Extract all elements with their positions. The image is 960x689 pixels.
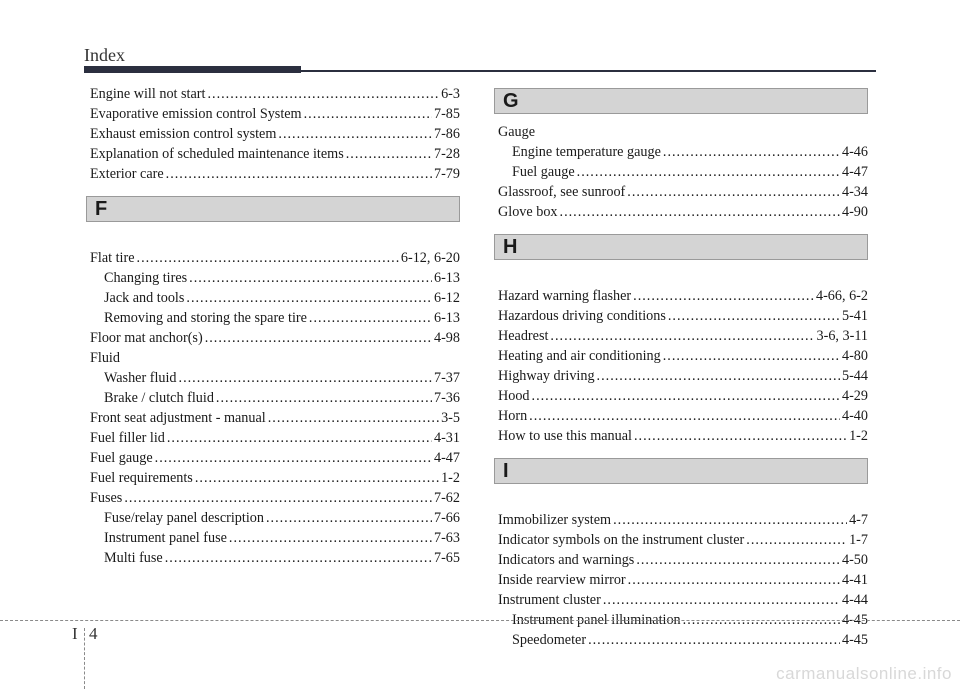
entry-label: Changing tires xyxy=(104,270,188,286)
section-header-i xyxy=(494,458,868,484)
index-entry xyxy=(498,202,868,222)
dot-leader xyxy=(229,528,432,548)
entry-page-ref: 7-86 xyxy=(433,126,460,142)
header-bar-thick xyxy=(84,66,301,73)
dot-leader xyxy=(309,308,432,328)
entry-label: Hood xyxy=(498,388,530,404)
entry-page-ref: 7-63 xyxy=(433,530,460,546)
dot-leader xyxy=(167,428,432,448)
index-entry xyxy=(498,510,868,530)
entry-label: Flat tire xyxy=(90,250,135,266)
entry-label: Exterior care xyxy=(90,166,164,182)
index-entry xyxy=(90,348,460,368)
dot-leader xyxy=(636,550,840,570)
entry-page-ref: 7-65 xyxy=(433,550,460,566)
entry-label: Fuses xyxy=(90,490,123,506)
dot-leader xyxy=(627,182,840,202)
index-entry xyxy=(90,488,460,508)
index-entry xyxy=(498,286,868,306)
dot-leader xyxy=(278,124,432,144)
dot-leader xyxy=(588,630,840,650)
entry-page-ref: 1-7 xyxy=(849,532,868,548)
entry-page-ref: 4-45 xyxy=(841,632,868,648)
entry-label: Exhaust emission control system xyxy=(90,126,277,142)
index-entry xyxy=(498,386,868,406)
dot-leader xyxy=(668,306,840,326)
entry-page-ref: 7-85 xyxy=(433,106,460,122)
entry-label: Instrument panel illumination xyxy=(512,612,681,628)
entry-label: Immobilizer system xyxy=(498,512,612,528)
entry-page-ref: 6-12 xyxy=(433,290,460,306)
index-entry xyxy=(90,328,460,348)
entry-label: Inside rearview mirror xyxy=(498,572,626,588)
dot-leader xyxy=(179,368,432,388)
entry-label: Instrument panel fuse xyxy=(104,530,227,546)
watermark: carmanualsonline.info xyxy=(776,664,952,683)
entry-label: Fuel requirements xyxy=(90,470,193,486)
entry-page-ref: 4-90 xyxy=(841,204,868,220)
dot-leader xyxy=(304,104,432,124)
dot-leader xyxy=(186,288,432,308)
entry-label: Fluid xyxy=(90,350,120,366)
entry-label: Fuse/relay panel description xyxy=(104,510,264,526)
entry-page-ref: 7-79 xyxy=(433,166,460,182)
entry-label: Fuel filler lid xyxy=(90,430,165,446)
entry-label: Speedometer xyxy=(512,632,587,648)
section-letter-i: I xyxy=(503,460,509,482)
dot-leader xyxy=(529,406,840,426)
dot-leader xyxy=(266,508,432,528)
dot-leader xyxy=(633,286,814,306)
entry-page-ref: 4-29 xyxy=(841,388,868,404)
entry-page-ref: 4-47 xyxy=(841,164,868,180)
footer-section-letter: I xyxy=(72,624,78,643)
index-entry xyxy=(498,570,868,590)
entry-label: Engine will not start xyxy=(90,86,206,102)
dot-leader xyxy=(663,346,840,366)
entry-group-f xyxy=(90,248,460,568)
entry-page-ref: 4-98 xyxy=(433,330,460,346)
dot-leader xyxy=(268,408,439,428)
index-entry xyxy=(90,124,460,144)
index-entry xyxy=(498,366,868,386)
entry-label: Fuel gauge xyxy=(512,164,575,180)
entry-page-ref: 7-28 xyxy=(433,146,460,162)
index-column-right xyxy=(498,84,868,650)
index-subentry xyxy=(90,548,460,568)
entry-page-ref: 3-6, 3-11 xyxy=(816,328,868,344)
dot-leader xyxy=(577,162,840,182)
dot-leader xyxy=(597,366,840,386)
dot-leader xyxy=(189,268,432,288)
entry-label: Removing and storing the spare tire xyxy=(104,310,307,326)
dot-leader xyxy=(216,388,432,408)
index-entry xyxy=(498,426,868,446)
index-entry xyxy=(90,448,460,468)
entry-page-ref: 7-66 xyxy=(433,510,460,526)
entry-group-e xyxy=(90,84,460,184)
index-subentry xyxy=(90,288,460,308)
entry-page-ref: 4-41 xyxy=(841,572,868,588)
entry-page-ref: 4-45 xyxy=(841,612,868,628)
entry-page-ref: 1-2 xyxy=(849,428,868,444)
entry-label: Fuel gauge xyxy=(90,450,153,466)
dot-leader xyxy=(166,164,432,184)
index-subentry xyxy=(90,368,460,388)
index-entry xyxy=(498,326,868,346)
entry-page-ref: 4-47 xyxy=(433,450,460,466)
dot-leader xyxy=(628,570,840,590)
index-column-left xyxy=(90,84,460,568)
entry-page-ref: 6-13 xyxy=(433,310,460,326)
entry-page-ref: 6-13 xyxy=(433,270,460,286)
entry-label: Washer fluid xyxy=(104,370,177,386)
entry-page-ref: 4-46 xyxy=(841,144,868,160)
entry-label: Horn xyxy=(498,408,528,424)
entry-page-ref: 7-62 xyxy=(433,490,460,506)
entry-group-i xyxy=(498,510,868,650)
entry-label: Hazard warning flasher xyxy=(498,288,632,304)
entry-page-ref: 4-40 xyxy=(841,408,868,424)
entry-page-ref: 4-31 xyxy=(433,430,460,446)
index-entry xyxy=(498,182,868,202)
entry-page-ref: 5-44 xyxy=(841,368,868,384)
entry-label: Glove box xyxy=(498,204,558,220)
entry-label: Evaporative emission control System xyxy=(90,106,302,122)
entry-page-ref: 4-80 xyxy=(841,348,868,364)
index-entry xyxy=(498,590,868,610)
entry-page-ref: 7-37 xyxy=(433,370,460,386)
header-bar-thin xyxy=(301,70,876,72)
index-subentry xyxy=(498,162,868,182)
entry-page-ref: 4-7 xyxy=(849,512,868,528)
section-header-h xyxy=(494,234,868,260)
entry-label: Brake / clutch fluid xyxy=(104,390,214,406)
dot-leader xyxy=(560,202,840,222)
index-subentry xyxy=(90,388,460,408)
entry-group-g xyxy=(498,122,868,222)
entry-label: Front seat adjustment - manual xyxy=(90,410,266,426)
entry-group-h xyxy=(498,286,868,446)
index-entry xyxy=(90,164,460,184)
entry-page-ref: 4-50 xyxy=(841,552,868,568)
entry-page-ref: 5-41 xyxy=(841,308,868,324)
dot-leader xyxy=(155,448,432,468)
index-subentry xyxy=(90,508,460,528)
entry-label: How to use this manual xyxy=(498,428,632,444)
dot-leader xyxy=(195,468,439,488)
dot-leader xyxy=(746,530,847,550)
index-entry xyxy=(498,550,868,570)
entry-label: Heating and air conditioning xyxy=(498,348,661,364)
index-entry xyxy=(498,346,868,366)
entry-page-ref: 4-44 xyxy=(841,592,868,608)
entry-label: Highway driving xyxy=(498,368,595,384)
section-letter-f: F xyxy=(95,198,108,220)
entry-label: Indicators and warnings xyxy=(498,552,635,568)
entry-label: Indicator symbols on the instrument cluster xyxy=(498,532,745,548)
index-entry xyxy=(90,408,460,428)
index-subentry xyxy=(90,528,460,548)
entry-page-ref: 4-34 xyxy=(841,184,868,200)
index-subentry xyxy=(498,142,868,162)
index-entry xyxy=(90,428,460,448)
index-entry xyxy=(90,104,460,124)
index-entry xyxy=(90,248,460,268)
index-entry xyxy=(498,306,868,326)
index-entry xyxy=(90,144,460,164)
dot-leader xyxy=(603,590,840,610)
footer-divider xyxy=(0,620,960,621)
section-letter-g: G xyxy=(503,90,519,112)
entry-label: Floor mat anchor(s) xyxy=(90,330,203,346)
entry-page-ref: 7-36 xyxy=(433,390,460,406)
dot-leader xyxy=(663,142,840,162)
page-title: Index xyxy=(84,45,125,65)
entry-page-ref: 4-66, 6-2 xyxy=(815,288,868,304)
dot-leader xyxy=(207,84,439,104)
dot-leader xyxy=(550,326,814,346)
index-subentry xyxy=(90,308,460,328)
dot-leader xyxy=(532,386,840,406)
entry-label: Hazardous driving conditions xyxy=(498,308,666,324)
footer-vertical-divider xyxy=(84,628,85,689)
section-header-f xyxy=(86,196,460,222)
index-entry xyxy=(90,84,460,104)
dot-leader xyxy=(346,144,432,164)
footer-page-number: 4 xyxy=(89,624,98,643)
entry-label: Gauge xyxy=(498,124,536,140)
entry-label: Engine temperature gauge xyxy=(512,144,661,160)
index-entry xyxy=(90,468,460,488)
dot-leader xyxy=(165,548,432,568)
entry-label: Explanation of scheduled maintenance items xyxy=(90,146,344,162)
entry-label: Glassroof, see sunroof xyxy=(498,184,626,200)
index-entry xyxy=(498,122,868,142)
entry-label: Jack and tools xyxy=(104,290,185,306)
index-subentry xyxy=(498,630,868,650)
dot-leader xyxy=(634,426,847,446)
dot-leader xyxy=(205,328,432,348)
entry-label: Headrest xyxy=(498,328,549,344)
dot-leader xyxy=(137,248,399,268)
entry-page-ref: 1-2 xyxy=(441,470,460,486)
entry-page-ref: 3-5 xyxy=(441,410,460,426)
section-letter-h: H xyxy=(503,236,518,258)
entry-page-ref: 6-3 xyxy=(441,86,460,102)
dot-leader xyxy=(613,510,847,530)
index-entry xyxy=(498,530,868,550)
entry-page-ref: 6-12, 6-20 xyxy=(400,250,460,266)
index-entry xyxy=(498,406,868,426)
dot-leader xyxy=(124,488,432,508)
entry-label: Multi fuse xyxy=(104,550,163,566)
section-header-g xyxy=(494,88,868,114)
entry-label: Instrument cluster xyxy=(498,592,601,608)
index-subentry xyxy=(90,268,460,288)
